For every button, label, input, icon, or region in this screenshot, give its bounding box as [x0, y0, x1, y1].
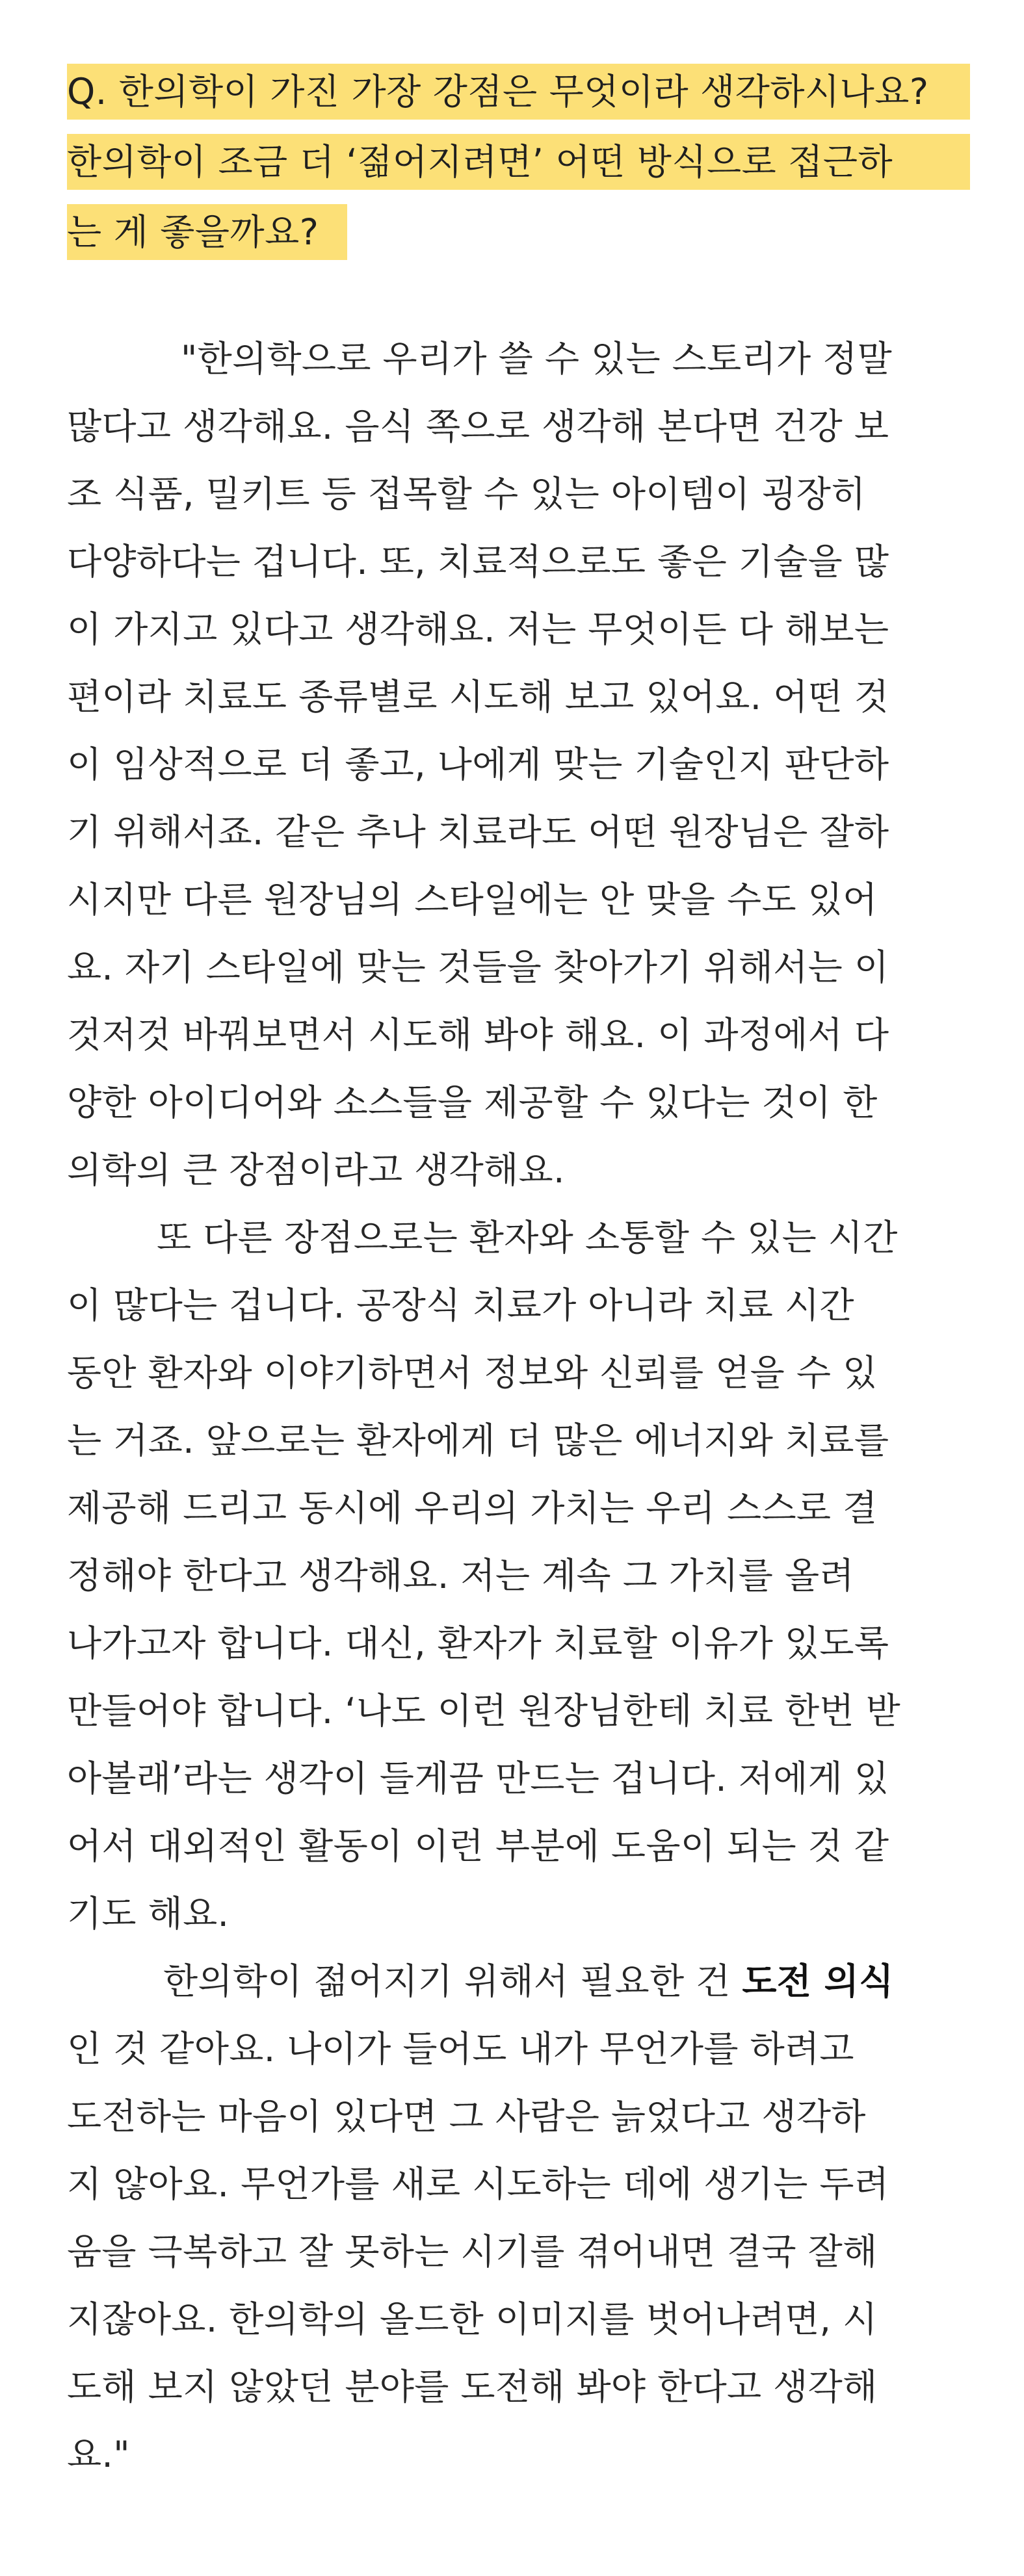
answer-line: 양한 아이디어와 소스들을 제공할 수 있다는 것이 한: [67, 1082, 878, 1123]
answer-line: 동안 환자와 이야기하면서 정보와 신뢰를 얻을 수 있: [67, 1352, 878, 1394]
answer-line: 것저것 바꿔보면서 시도해 봐야 해요. 이 과정에서 다: [67, 1014, 889, 1056]
answer-line: 어서 대외적인 활동이 이런 부분에 도움이 되는 것 같: [67, 1825, 889, 1867]
question-line: Q. 한의학이 가진 가장 강점은 무엇이라 생각하시나요?: [67, 64, 970, 120]
answer-line: 편이라 치료도 종류별로 시도해 보고 있어요. 어떤 것: [67, 676, 889, 718]
answer-line: 는 거죠. 앞으로는 환자에게 더 많은 에너지와 치료를: [67, 1420, 889, 1461]
answer-line: 만들어야 합니다. ‘나도 이런 원장님한테 치료 한번 받: [67, 1690, 901, 1732]
answer-line: 아볼래’라는 생각이 들게끔 만드는 겁니다. 저에게 있: [67, 1758, 889, 1799]
answer-line: "한의학으로 우리가 쓸 수 있는 스토리가 정말: [181, 338, 893, 380]
answer-line: 의학의 큰 장점이라고 생각해요.: [67, 1149, 565, 1191]
answer-line: 또 다른 장점으로는 환자와 소통할 수 있는 시간: [157, 1217, 898, 1258]
answer-line: 도전하는 마음이 있다면 그 사람은 늙었다고 생각하: [67, 2096, 866, 2137]
answer-line: 조 식품, 밀키트 등 접목할 수 있는 아이템이 굉장히: [67, 473, 866, 515]
interview-answer: [67, 325, 966, 2488]
answer-line: 나가고자 합니다. 대신, 환자가 치료할 이유가 있도록: [67, 1622, 889, 1664]
answer-line: 시지만 다른 원장님의 스타일에는 안 맞을 수도 있어: [67, 879, 878, 920]
answer-line: 지잖아요. 한의학의 올드한 이미지를 벗어나려면, 시: [67, 2298, 878, 2340]
emphasis-text: 도전 의식: [742, 1960, 894, 2002]
answer-line: 인 것 같아요. 나이가 들어도 내가 무언가를 하려고: [67, 2028, 854, 2070]
answer-text: 한의학이 젊어지기 위해서 필요한 건: [163, 1960, 742, 2002]
answer-line: [67, 1947, 966, 2015]
answer-line: 정해야 한다고 생각해요. 저는 계속 그 가치를 올려: [67, 1555, 854, 1596]
answer-line: 지 않아요. 무언가를 새로 시도하는 데에 생기는 두려: [67, 2163, 889, 2205]
answer-line: 요. 자기 스타일에 맞는 것들을 찾아가기 위해서는 이: [67, 946, 889, 988]
question-line: 한의학이 조금 더 ‘젊어지려면’ 어떤 방식으로 접근하: [67, 134, 970, 190]
answer-line: 기도 해요.: [67, 1893, 230, 1934]
answer-line: 많다고 생각해요. 음식 쪽으로 생각해 본다면 건강 보: [67, 406, 889, 447]
answer-line: 요.": [67, 2434, 130, 2475]
answer-line: 다양하다는 겁니다. 또, 치료적으로도 좋은 기술을 많: [67, 541, 889, 582]
answer-line: 제공해 드리고 동시에 우리의 가치는 우리 스스로 결: [67, 1487, 878, 1529]
answer-line: 이 가지고 있다고 생각해요. 저는 무엇이든 다 해보는: [67, 608, 889, 650]
answer-line: 이 임상적으로 더 좋고, 나에게 맞는 기술인지 판단하: [67, 744, 889, 785]
answer-line: 이 많다는 겁니다. 공장식 치료가 아니라 치료 시간: [67, 1284, 854, 1326]
answer-line: 도해 보지 않았던 분야를 도전해 봐야 한다고 생각해: [67, 2366, 878, 2408]
answer-line: 기 위해서죠. 같은 추나 치료라도 어떤 원장님은 잘하: [67, 811, 889, 853]
question-line: 는 게 좋을까요?: [67, 204, 347, 260]
answer-line: 움을 극복하고 잘 못하는 시기를 겪어내면 결국 잘해: [67, 2231, 878, 2272]
